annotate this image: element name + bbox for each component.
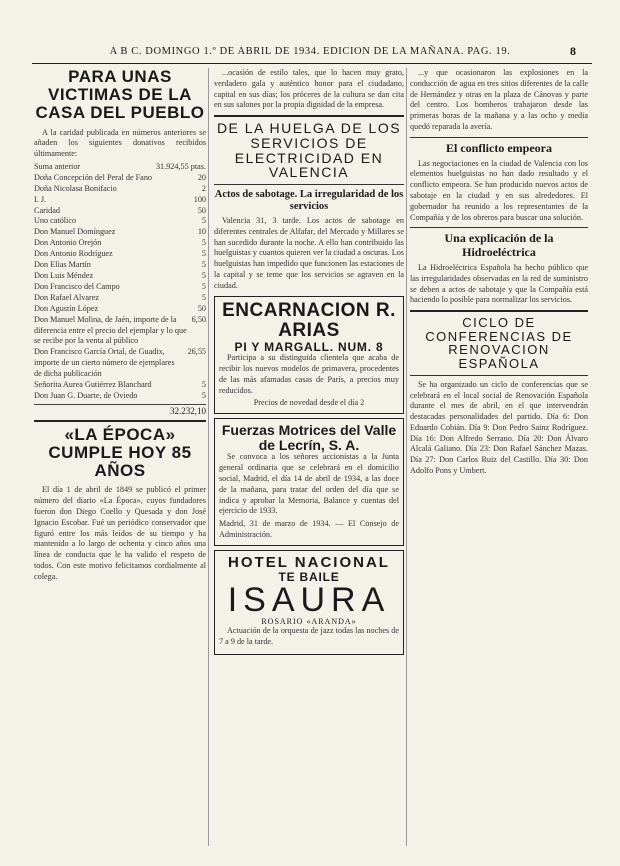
running-head: A B C. DOMINGO 1.º DE ABRIL DE 1934. EDICION DE LA MAÑANA. PAG. 19. <box>109 46 511 57</box>
subscription-total: 32.232,10 <box>34 404 206 416</box>
divider <box>410 137 588 138</box>
divider <box>410 310 588 312</box>
subscription-name: Don Juan G. Duarte, de Oviedo <box>34 390 138 400</box>
subscription-amount: 5 <box>201 281 206 291</box>
subscription-name: Don Francisco del Campo <box>34 281 120 291</box>
subscription-row <box>34 347 206 380</box>
subscription-amount: 2 <box>201 183 206 193</box>
column-1 <box>34 68 206 846</box>
subscription-amount: 5 <box>201 390 206 400</box>
subscription-list <box>34 162 206 402</box>
divider <box>34 420 206 422</box>
ad-encarnacion-body: Participa a su distinguida clientela que acaba de recibir los nuevos modelos de primavera, procedentes de las más afamadas casas de París, a precios muy reducidos. <box>219 353 399 395</box>
divider <box>410 227 588 228</box>
subscription-row <box>34 304 206 315</box>
ad-encarnacion-tail: Precios de novedad desde el día 2 <box>253 398 365 408</box>
divider <box>410 375 588 376</box>
subscription-row <box>34 293 206 304</box>
body-ciclo: Se ha organizado un ciclo de conferencias que se celebrará en el local social de Renovación Española durante el mes de abril, en el que intervendrán destacadas personalidades del partido. Día 6: Don Eduardo Cobián. Día 9: Don Pedro Sainz Rodríguez. Día 16: Don Alfredo Serrano. Día 20: Don Álvaro Alcalá Galiano. Día 23: Don Rafael Sánchez Mazas. Día 27: Don Carlos Ruiz del Castillo. Día 30: Don Adolfo Pons y Umbert. <box>410 379 588 476</box>
subscription-row <box>34 249 206 260</box>
subscription-amount: 26,55 <box>187 347 206 357</box>
subscription-name: Don Rafael Alvarez <box>34 292 100 302</box>
subscription-name: Don Antonio Rodríguez <box>34 249 113 259</box>
subscription-row <box>34 227 206 238</box>
ad-encarnacion-address: PI Y MARGALL. NUM. 8 <box>234 339 384 354</box>
ad-hotel-nacional <box>214 550 404 655</box>
column-2 <box>214 68 404 846</box>
subscription-amount: 6,50 <box>191 314 206 324</box>
subscription-amount: 20 <box>197 172 206 182</box>
subscription-row <box>34 184 206 195</box>
intro-victimas: A la caridad publicada en números anteriores se añaden los siguientes donativos recibidos últimamente: <box>34 127 206 159</box>
subscription-row <box>34 195 206 206</box>
headline-victimas: PARA UNAS VICTIMAS DE LA CASA DEL PUEBLO <box>35 68 205 122</box>
subscription-name: Señorita Aurea Gutiérrez Blanchard <box>34 380 152 390</box>
subscription-amount: 5 <box>201 238 206 248</box>
ad-fuerzas-motrices <box>214 418 404 546</box>
subscription-name: Uno católico <box>34 216 77 226</box>
top-rule <box>32 63 592 64</box>
subscription-row <box>34 315 206 348</box>
subscription-row <box>34 173 206 184</box>
subscription-name: Don Manuel Domínguez <box>34 227 116 237</box>
subscription-amount: 10 <box>197 227 206 237</box>
subscription-row <box>34 216 206 227</box>
subscription-amount: 5 <box>201 292 206 302</box>
subscription-name: Don Elías Martín <box>34 260 91 270</box>
subscription-amount: 50 <box>197 303 206 313</box>
divider <box>214 184 404 185</box>
subscription-name: Don Luis Méndez <box>34 270 94 280</box>
ad-hotel-body: Actuación de la orquesta de jazz todas las noches de 7 a 9 de la tarde. <box>219 626 399 646</box>
ad-encarnacion-title: ENCARNACION R. ARIAS <box>222 299 396 341</box>
subscription-name: Doña Nicolasa Bonifacio <box>34 183 117 193</box>
body-hidroelectrica: La Hidroeléctrica Española ha hecho público que las irregularidades observadas en la red de suministro se deben a actos de sabotaje y que la Compañía está haciendo lo posible para normalizar los servicios. <box>410 262 588 305</box>
subscription-row <box>34 260 206 271</box>
headline-conflicto: El conflicto empeora <box>446 140 552 155</box>
subscription-name: Don Francisco García Ortal, de Guadix, importe de un cierto número de ejemplares de dicha publicación <box>34 347 175 379</box>
ad-fuerzas-body: Se convoca a los señores accionistas a la Junta general ordinaria que se celebrará en el domicilio social, Madrid, el día 14 de abril de 1934, a las doce de la mañana, para tratar del orden del día que se indica y aprobar la Memoria, Balance y cuentas del ejercicio de 1933. <box>219 452 399 516</box>
headline-hidroelectrica: Una explicación de la Hidroeléctrica <box>444 231 554 260</box>
body-conflicto: Las negociaciones en la ciudad de Valencia con los elementos huelguistas no han dado resultado y el conflicto empeora. Se han producido nuevos actos de sabotaje en la ciudad y en sus alrededores. El gobernador ha reunido a los representantes de la Compañía y de los obreros para buscar una solución. <box>410 158 588 222</box>
ad-fuerzas-sign: Madrid, 31 de marzo de 1934. — El Consejo de Administración. <box>219 519 399 540</box>
headline-la-epoca: «LA ÉPOCA» CUMPLE HOY 85 AÑOS <box>48 424 192 480</box>
intro-col3: ...y que ocasionaron las explosiones en la conducción de agua en tres sitios diferentes de la calle de Hernández y otras en la plaza de Cánovas y parte del centro. Los bomberos trabajaron desde las primeras horas de la mañana y a las ocho y media quedó reparada la avería. <box>410 68 588 131</box>
subscription-amount: 5 <box>201 270 206 280</box>
subscription-amount: 5 <box>201 216 206 226</box>
subscription-name: Doña Concepción del Peral de Fano <box>34 172 153 182</box>
subscription-name: Caridad <box>34 205 60 215</box>
intro-col2: ...ocasión de estilo tales, que lo hacen muy grato, verdadero gala y auténtico honor para el ciudadano, capital en sus días; los próceres de la cultura se dan cita en sus salones por la propia dignidad de la empresa. <box>214 68 404 110</box>
subscription-row <box>34 162 206 173</box>
subscription-name: Don Agustín López <box>34 303 99 313</box>
body-la-epoca: El día 1 de abril de 1849 se publicó el primer número del diario «La Época», cuyos fundadores fueron don Diego Coello y Quesada y don José Ignacio Escobar. Fué un periódico conservador que figuró entre los más leídos de su tiempo y ha mantenido a lo largo de ochenta y cinco años una línea de conducta que le ha valido el respeto de todos. Con este motivo felicitamos cordialmente al colega. <box>34 485 206 581</box>
ad-hotel-isaura: ISAURA <box>227 581 391 620</box>
subscription-amount: 5 <box>201 249 206 259</box>
subscription-row <box>34 282 206 293</box>
divider <box>214 115 404 117</box>
column-3 <box>410 68 588 846</box>
subscription-row <box>34 238 206 249</box>
subscription-amount: 31.924,55 ptas. <box>155 161 206 171</box>
body-huelga: Valencia 31, 3 tarde. Los actos de sabotage en diferentes centrales de Alfafar, del Mercado y Millares se han sucedido durante la noche. A ello han contribuido las huelguistas y cuantos quieren ver la ciudad a oscuras. Los huelguistas han impedido que funcionen las estaciones de la capital y se teme que los servicios se agraven en la ciudad. <box>214 216 404 290</box>
subhead-sabotage: Actos de sabotage. La irregularidad de los servicios <box>214 188 404 212</box>
column-rule-2 <box>406 68 407 846</box>
subscription-amount: 50 <box>197 205 206 215</box>
subscription-name: Don Manuel Molina, de Jaén, importe de la diferencia entre el precio del ejemplar y lo que se recibe por la venta al público <box>34 314 187 346</box>
subscription-name: Suma anterior <box>34 161 81 171</box>
headline-ciclo: CICLO DE CONFERENCIAS DE RENOVACION ESPAÑOLA <box>425 315 573 372</box>
ad-fuerzas-title: Fuerzas Motrices del Valle de Lecrín, S. A. <box>221 422 397 453</box>
subscription-name: I. J. <box>34 194 47 204</box>
subscription-name: Don Antonio Orejón <box>34 238 102 248</box>
ad-encarnacion-arias <box>214 296 404 414</box>
ad-hotel-sub: TE BAILE <box>278 569 340 584</box>
subscription-row <box>34 271 206 282</box>
subscription-amount: 5 <box>201 380 206 390</box>
subscription-row <box>34 206 206 217</box>
subscription-amount: 5 <box>201 260 206 270</box>
subscription-row <box>34 380 206 391</box>
ad-hotel-title: HOTEL NACIONAL <box>228 553 390 571</box>
column-rule-1 <box>208 68 209 846</box>
page-number: 8 <box>570 44 576 58</box>
subscription-row <box>34 391 206 402</box>
subscription-amount: 100 <box>193 194 206 204</box>
headline-huelga: DE LA HUELGA DE LOS SERVICIOS DE ELECTRICIDAD EN VALENCIA <box>216 120 402 181</box>
ad-hotel-caption: ROSARIO «ARANDA» <box>261 617 357 627</box>
